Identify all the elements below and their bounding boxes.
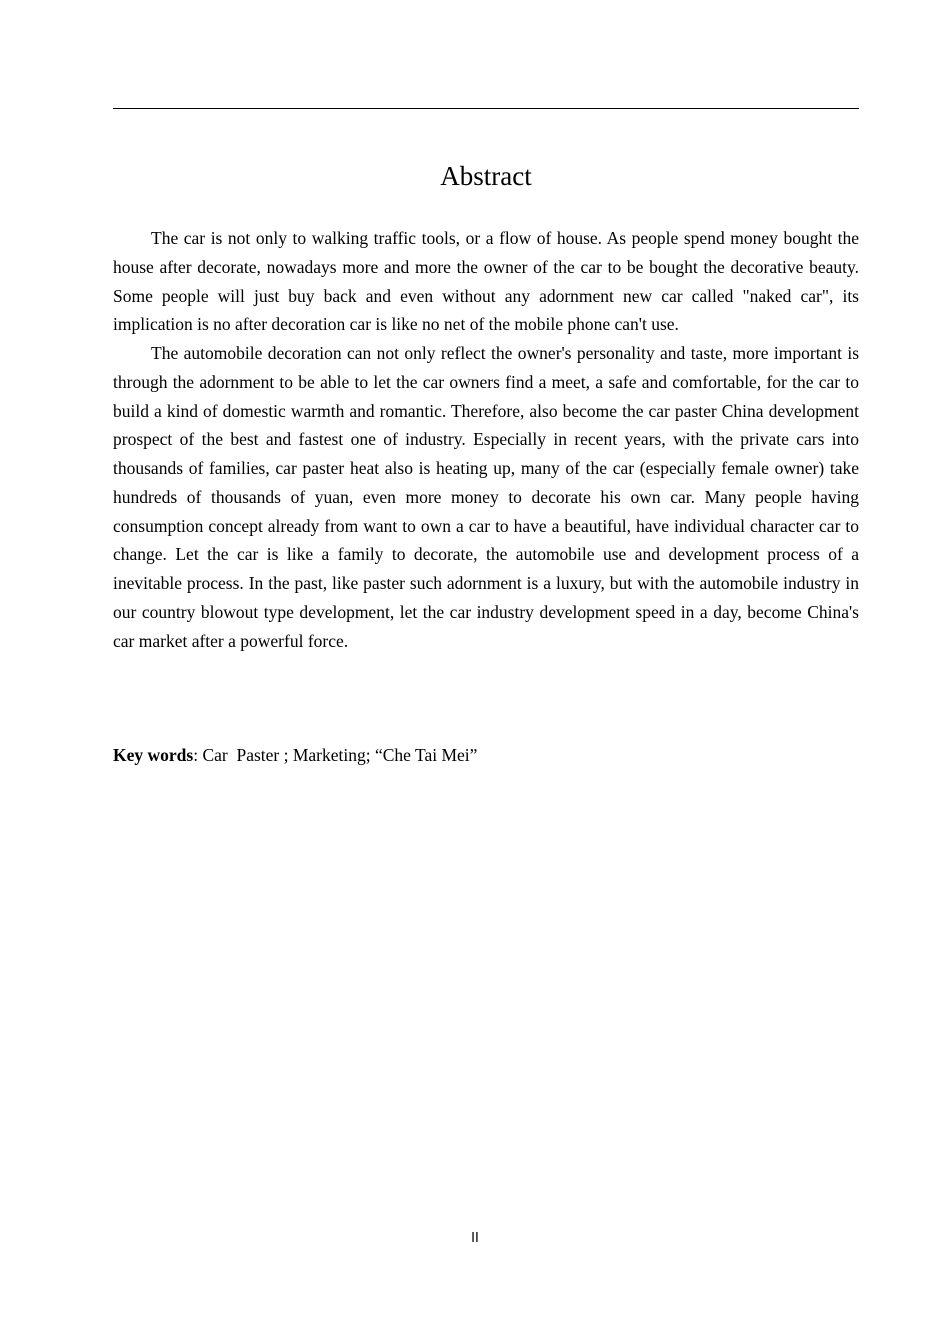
abstract-paragraph-1: The car is not only to walking traffic tools, or a flow of house. As people spend money bought the house after decorate, nowadays more and more the owner of the car to be bought the decorative beauty. Some people will just buy back and even without any adornment new car called "naked car", its implication is no after decoration car is like no net of the mobile phone can't use. xyxy=(113,228,859,335)
header-rule xyxy=(113,108,859,109)
keywords-separator: : xyxy=(193,745,203,765)
page-number: II xyxy=(471,1231,479,1246)
abstract-title: Abstract xyxy=(440,161,532,191)
keywords-label: Key words xyxy=(113,745,194,765)
keywords-value: Car Paster ; Marketing; “Che Tai Mei” xyxy=(202,745,478,765)
keywords-line xyxy=(113,741,859,769)
abstract-paragraph-2: The automobile decoration can not only reflect the owner's personality and taste, more important is through the adornment to be able to let the car owners find a meet, a safe and comfortable, for the car to build a kind of domestic warmth and romantic. Therefore, also become the car paster China development prospect of the best and fastest one of industry. Especially in recent years, with the private cars into thousands of families, car paster heat also is heating up, many of the car (especially female owner) take hundreds of thousands of yuan, even more money to decorate his own car. Many people having consumption concept already from want to own a car to have a beautiful, have individual character car to change. Let the car is like a family to decorate, the automobile use and development process of a inevitable process. In the past, like paster such adornment is a luxury, but with the automobile industry in our country blowout type development, let the car industry development speed in a day, become China's car market after a powerful force. xyxy=(113,343,859,651)
abstract-body xyxy=(113,224,859,655)
